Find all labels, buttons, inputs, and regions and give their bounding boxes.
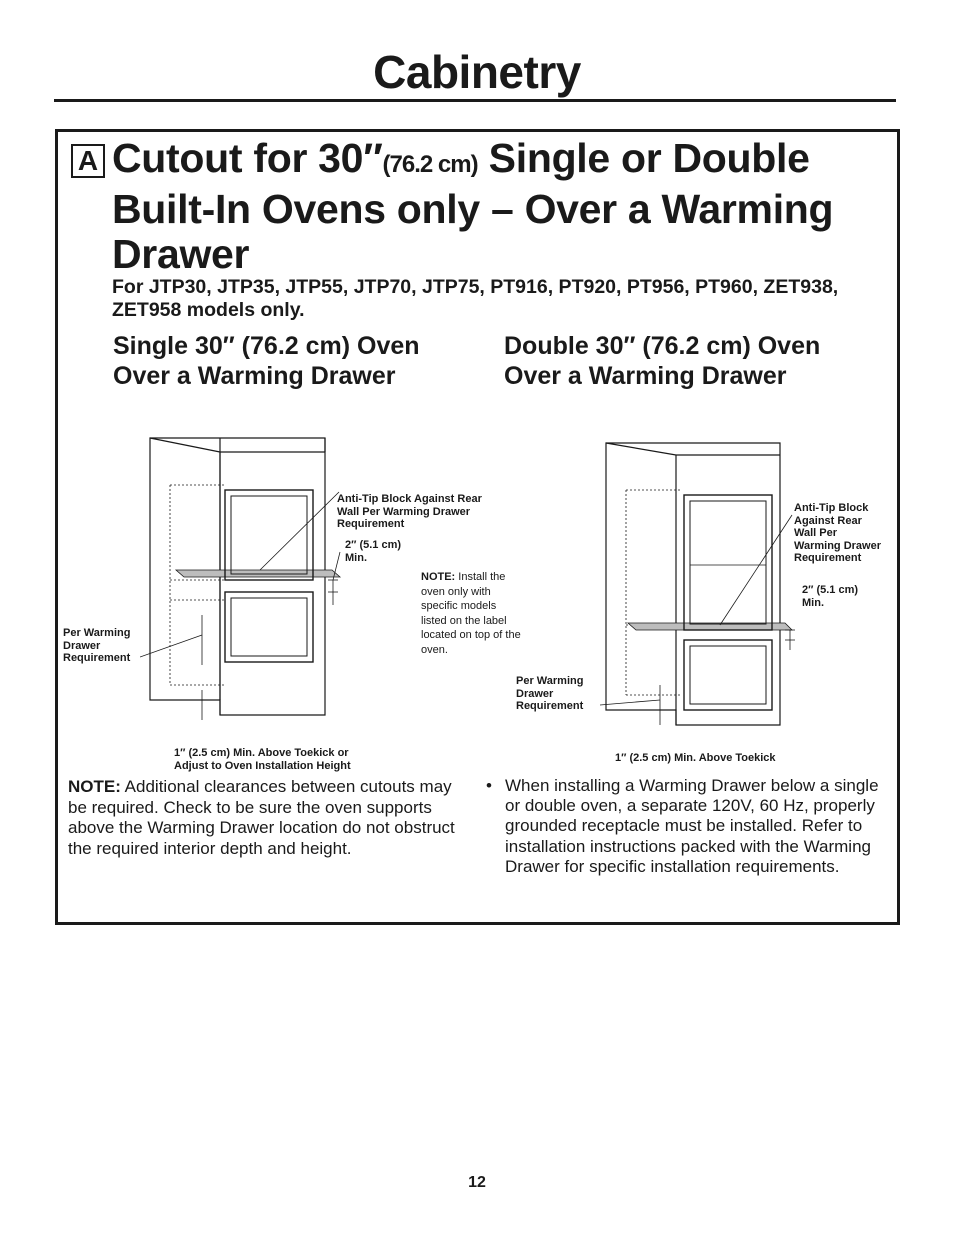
single-oven-diagram [140, 430, 380, 730]
install-note [421, 570, 521, 657]
install-note-label: NOTE: [421, 571, 456, 583]
double-oven-diagram [600, 435, 800, 735]
single-per-warming-label: Per Warming Drawer Requirement [63, 627, 131, 664]
double-per-warming-label: Per Warming Drawer Requirement [516, 675, 584, 712]
double-clearance-label: 2″ (5.1 cm) Min. [802, 584, 859, 609]
heading-part1: Cutout for 30″ [112, 135, 383, 181]
title-divider [54, 99, 896, 102]
double-anti-tip-label: Anti-Tip Block Against Rear Wall Per Warming Drawer Requirement [794, 502, 882, 564]
bottom-note-label: NOTE: [68, 777, 121, 796]
double-toekick-label: 1″ (2.5 cm) Min. Above Toekick [615, 752, 776, 764]
install-note-text: Install the oven only with specific models listed on the label located on top of the oven. [421, 571, 521, 656]
bullet-text: When installing a Warming Drawer below a single or double oven, a separate 120V, 60 Hz, properly grounded receptacle must be installed. Refer to installation instructions packed with the Warming Drawer for specific installation requirements. [505, 776, 879, 876]
single-anti-tip-label: Anti-Tip Block Against Rear Wall Per Warming Drawer Requirement [337, 493, 482, 530]
section-heading [112, 136, 882, 277]
bottom-note [68, 777, 468, 859]
page-number: 12 [468, 1174, 486, 1191]
heading-metric: (76.2 cm) [382, 151, 478, 178]
page-title: Cabinetry [373, 46, 581, 98]
single-toekick-label: 1″ (2.5 cm) Min. Above Toekick or Adjust to Oven Installation Height [174, 747, 351, 772]
single-oven-heading: Single 30″ (76.2 cm) Oven Over a Warming Drawer [113, 332, 420, 390]
bottom-note-text: Additional clearances between cutouts may be required. Check to be sure the oven supports above the Warming Drawer location do not obstruct the required interior depth and height. [68, 777, 455, 858]
bullet-marker: • [486, 776, 492, 795]
heading-part2: Single or Double Built-In Ovens only – Over a Warming Drawer [112, 135, 834, 277]
model-list: For JTP30, JTP35, JTP55, JTP70, JTP75, PT916, PT920, PT956, PT960, ZET938, ZET958 models only. [112, 276, 839, 321]
single-clearance-label: 2″ (5.1 cm) Min. [345, 539, 402, 564]
double-oven-heading: Double 30″ (76.2 cm) Oven Over a Warming Drawer [504, 332, 821, 390]
single-cabinet-drawing [140, 430, 380, 730]
double-cabinet-drawing [600, 435, 800, 735]
section-badge: A [71, 144, 105, 178]
